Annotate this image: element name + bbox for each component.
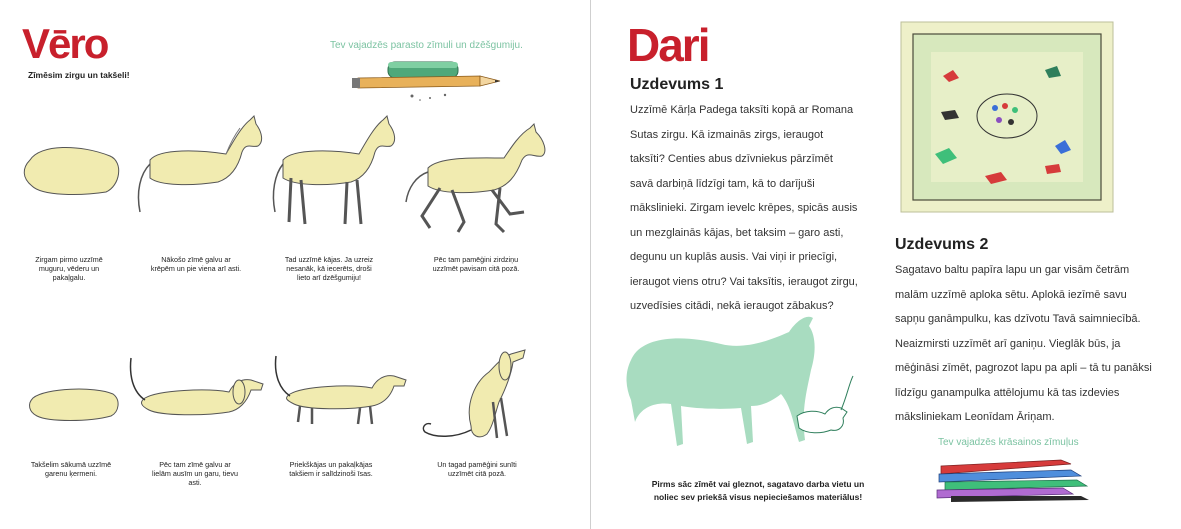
- right-page: [593, 0, 1181, 529]
- task1-line: mākslinieki. Zirgam ievelc krēpes, spicās ausis: [630, 202, 858, 214]
- colored-pencils-illustration: [931, 452, 1101, 507]
- horse-step-1-caption: Zirgam pirmo uzzīmē muguru, vēderu un pakaļgalu.: [35, 255, 103, 283]
- task1-line: Sutas zirgu. Kā izmainās zirgs, ieraugot: [630, 128, 824, 141]
- task1-line: degunu un kuplās ausis. Vai viņi ir priecīgi,: [630, 251, 838, 263]
- task1-heading: Uzdevums 1: [630, 76, 724, 93]
- horse-step-3: [265, 112, 405, 242]
- dog-step-2-caption: Pēc tam zīmē galvu ar lielām ausīm un garu, tievu asti.: [152, 460, 238, 488]
- task1-line: ieraugot viens otru? Vai taksītis, ieraugot zirgu,: [630, 275, 858, 288]
- dog-step-1-caption: Takšelim sākumā uzzīmē garenu ķermeni.: [30, 460, 112, 479]
- task2-line: Neaizmirsti uzzīmēt arī ganiņu. Vieglāk būs, ja: [895, 337, 1121, 350]
- dog-step-4: [415, 342, 545, 452]
- task1-text: [630, 98, 900, 319]
- task2-line: māksliniekam Leonīdam Āriņam.: [895, 411, 1055, 423]
- page-title-dari: Dari: [627, 19, 709, 71]
- horse-and-dachshund-silhouette: [621, 310, 881, 480]
- horse-step-3-caption: Tad uzzīmē kājas. Ja uzreiz nesanāk, kā iecerēts, droši lieto arī dzēšgumiju!: [284, 255, 374, 283]
- herd-artwork: [895, 16, 1120, 221]
- dog-step-2: [125, 352, 270, 432]
- horse-step-4: [400, 118, 560, 244]
- footer-note: [613, 478, 903, 503]
- horse-step-2: [130, 112, 270, 230]
- dog-step-3-caption: Priekškājas un pakaļkājas takšiem ir salīdzinoši īsas.: [289, 460, 373, 479]
- horse-step-4-caption: Pēc tam pamēģini zirdziņu uzzīmēt pavisam citā pozā.: [432, 255, 520, 274]
- dog-step-1: [25, 378, 125, 428]
- pencil-eraser-illustration: [350, 56, 520, 104]
- dog-step-4-caption: Un tagad pamēģini sunīti uzzīmēt citā pozā.: [437, 460, 517, 479]
- task1-line: taksīti? Centies abus dzīvniekus pārzīmēt: [630, 153, 833, 165]
- dog-step-3: [270, 352, 410, 432]
- task2-line: malām uzzīmē aploka sētu. Aplokā iezīmē savu: [895, 288, 1127, 301]
- horse-step-1: [20, 130, 130, 230]
- task2-line: sapņu ganāmpulku, kas dzīvotu Tavā saimniecībā.: [895, 313, 1141, 325]
- tools-note: Tev vajadzēs parasto zīmuli un dzēšgumiju.: [330, 40, 523, 51]
- task2-line: Sagatavo baltu papīra lapu un gar visām četrām: [895, 264, 1130, 276]
- footer-line: Pirms sāc zīmēt vai gleznot, sagatavo darba vietu un: [651, 479, 865, 489]
- task2-heading: Uzdevums 2: [895, 236, 989, 253]
- task2-text: [895, 258, 1175, 430]
- task1-line: savā darbiņā līdzīgi tam, kā to darījuši: [630, 177, 815, 190]
- horse-step-2-caption: Nākošo zīmē galvu ar krēpēm un pie viena arī asti.: [150, 255, 242, 274]
- task1-line: uzvedīsies citādi, nekā ieraugot zābakus?: [630, 300, 834, 312]
- paints-note: Tev vajadzēs krāsainos zīmuļus: [938, 437, 1079, 448]
- task2-line: līdzīgu ganampulka attēlojumu kā tas izdevies: [895, 386, 1120, 399]
- task1-line: Uzzīmē Kārļa Padega taksīti kopā ar Romana: [630, 104, 854, 116]
- page-title-vero: Vēro: [22, 20, 108, 67]
- task2-line: mēģināsi zīmēt, pagrozot lapu pa apli – tā tu panāksi: [895, 362, 1152, 374]
- page-subtitle: Zīmēsim zirgu un takšeli!: [28, 70, 130, 80]
- footer-line: noliec sev priekšā visus nepieciešamos materiālus!: [653, 491, 863, 502]
- task1-line: un mezglainās kājas, bet taksim – garo asti,: [630, 226, 844, 239]
